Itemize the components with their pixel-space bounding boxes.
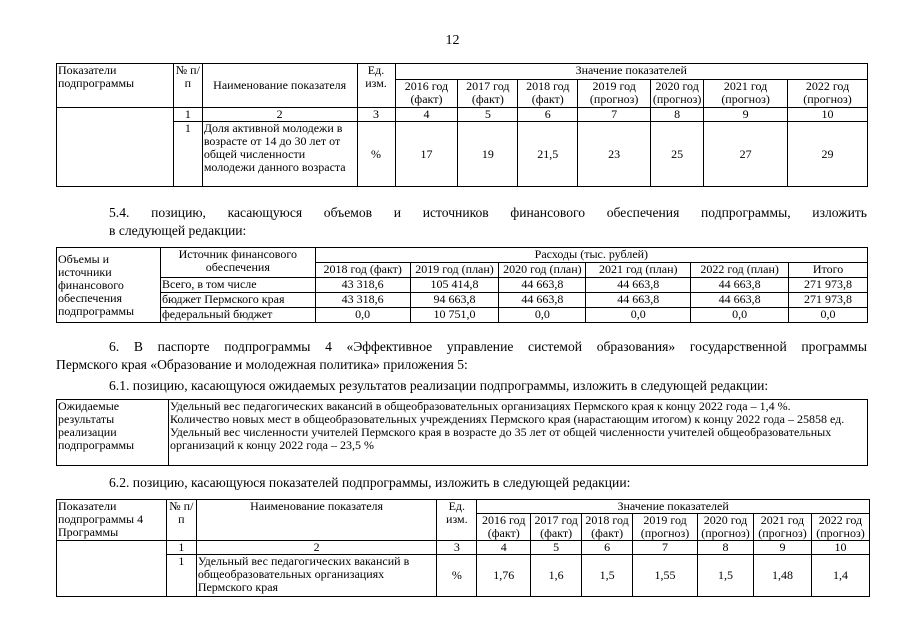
column-number: 6 bbox=[518, 108, 578, 122]
value-cell: 43 318,6 bbox=[315, 278, 410, 293]
source-name: Всего, в том числе bbox=[160, 278, 315, 293]
indicator-name: Удельный вес педагогических вакансий в общеобразовательных организациях Пермского края bbox=[196, 555, 437, 597]
table-row bbox=[57, 555, 870, 597]
year-header: 2021 год (прогноз) bbox=[704, 80, 788, 108]
value-cell: 0,0 bbox=[499, 308, 586, 323]
year-header: 2019 год (прогноз) bbox=[633, 514, 698, 541]
column-number: 8 bbox=[651, 108, 704, 122]
year-header: 2017 год (факт) bbox=[458, 80, 518, 108]
year-header: 2016 год (факт) bbox=[395, 80, 458, 108]
table-row bbox=[57, 122, 868, 187]
header-num: № п/п bbox=[173, 64, 202, 108]
value-cell: 19 bbox=[458, 122, 518, 187]
table-row bbox=[57, 278, 868, 293]
value-cell: 44 663,8 bbox=[499, 293, 586, 308]
column-number: 9 bbox=[753, 541, 811, 555]
value-cell: 43 318,6 bbox=[315, 293, 410, 308]
page-number: 12 bbox=[445, 33, 460, 48]
paragraph-5-4: 5.4. позицию, касающуюся объемов и источников финансового обеспечения подпрограммы, изложить bbox=[109, 205, 867, 220]
paragraph-6-1: 6.1. позицию, касающуюся ожидаемых результатов реализации подпрограммы, изложить в следующей редакции: bbox=[109, 378, 769, 393]
header-unit: Ед. изм. bbox=[357, 64, 395, 108]
column-number: 9 bbox=[704, 108, 788, 122]
value-cell: 27 bbox=[704, 122, 788, 187]
value-cell: 29 bbox=[788, 122, 868, 187]
column-number: 7 bbox=[633, 541, 698, 555]
column-number: 7 bbox=[578, 108, 651, 122]
expense-col-header: 2019 год (план) bbox=[410, 263, 499, 278]
year-header: 2018 год (факт) bbox=[518, 80, 578, 108]
value-cell: 10 751,0 bbox=[410, 308, 499, 323]
value-cell: 105 414,8 bbox=[410, 278, 499, 293]
value-cell: 271 973,8 bbox=[789, 293, 868, 308]
column-number: 8 bbox=[698, 541, 754, 555]
value-cell: 1,55 bbox=[633, 555, 698, 597]
paragraph-6-line2: Пермского края «Образование и молодежная политика» приложения 5: bbox=[56, 357, 468, 372]
value-cell: 1,5 bbox=[698, 555, 754, 597]
expense-col-header: 2018 год (факт) bbox=[315, 263, 410, 278]
result-line: Удельный вес педагогических вакансий в общеобразовательных организациях Пермского края к концу 2022 года – 1,4 %. bbox=[169, 399, 791, 413]
value-cell: 1,5 bbox=[582, 555, 633, 597]
expected-results-table bbox=[56, 399, 868, 466]
financing-table bbox=[56, 247, 868, 323]
subprogram-indicators-table bbox=[56, 63, 868, 187]
value-cell: 17 bbox=[395, 122, 458, 187]
header-financing: Объемы и источники финансового обеспечения подпрограммы bbox=[57, 248, 161, 323]
year-header: 2020 год (прогноз) bbox=[651, 80, 704, 108]
value-cell: 1,48 bbox=[753, 555, 811, 597]
column-number: 10 bbox=[788, 108, 868, 122]
header-subprogram: Показатели подпрограммы bbox=[57, 64, 174, 108]
unit-value: % bbox=[357, 122, 395, 187]
column-number: 10 bbox=[811, 541, 869, 555]
empty-cell bbox=[57, 555, 167, 597]
column-number: 5 bbox=[531, 541, 582, 555]
subprogram-4-indicators-table bbox=[56, 499, 870, 597]
value-cell: 44 663,8 bbox=[499, 278, 586, 293]
empty-cell bbox=[57, 122, 174, 187]
year-header: 2018 год (факт) bbox=[582, 514, 633, 541]
unit-value: % bbox=[437, 555, 477, 597]
source-name: бюджет Пермского края bbox=[160, 293, 315, 308]
value-cell: 44 663,8 bbox=[586, 293, 691, 308]
paragraph-6-line1: 6. В паспорте подпрограммы 4 «Эффективное управление системой образования» государственной программы bbox=[109, 339, 867, 354]
column-number: 5 bbox=[458, 108, 518, 122]
value-cell: 44 663,8 bbox=[586, 278, 691, 293]
value-cell: 0,0 bbox=[691, 308, 789, 323]
expense-col-header: 2021 год (план) bbox=[586, 263, 691, 278]
value-cell: 1,4 bbox=[811, 555, 869, 597]
value-cell: 21,5 bbox=[518, 122, 578, 187]
year-header: 2020 год (прогноз) bbox=[698, 514, 754, 541]
expected-results-list bbox=[168, 400, 867, 466]
value-cell: 25 bbox=[651, 122, 704, 187]
header-source: Источник финансового обеспечения bbox=[160, 248, 315, 278]
column-number: 1 bbox=[166, 541, 196, 555]
value-cell: 1,6 bbox=[531, 555, 582, 597]
value-cell: 44 663,8 bbox=[691, 293, 789, 308]
year-header: 2022 год (прогноз) bbox=[811, 514, 869, 541]
source-name: федеральный бюджет bbox=[160, 308, 315, 323]
column-number: 2 bbox=[196, 541, 437, 555]
row-num: 1 bbox=[173, 122, 202, 187]
header-values: Значение показателей bbox=[477, 500, 870, 514]
header-expected-results: Ожидаемые результаты реализации подпрограммы bbox=[57, 400, 169, 466]
empty-cell bbox=[57, 108, 174, 122]
year-header: 2021 год (прогноз) bbox=[753, 514, 811, 541]
paragraph-6-2: 6.2. позицию, касающуюся показателей подпрограммы, изложить в следующей редакции: bbox=[109, 475, 631, 490]
header-indicator-name: Наименование показателя bbox=[202, 64, 357, 108]
indicator-name: Доля активной молодежи в возрасте от 14 до 30 лет от общей численности молодежи данного возраста bbox=[202, 122, 357, 187]
row-num: 1 bbox=[166, 555, 196, 597]
expense-col-header: 2022 год (план) bbox=[691, 263, 789, 278]
column-number: 1 bbox=[173, 108, 202, 122]
expense-col-header: Итого bbox=[789, 263, 868, 278]
header-indicator-name: Наименование показателя bbox=[196, 500, 437, 541]
column-number: 3 bbox=[357, 108, 395, 122]
header-num: № п/п bbox=[166, 500, 196, 541]
value-cell: 1,76 bbox=[477, 555, 531, 597]
column-number: 3 bbox=[437, 541, 477, 555]
header-unit: Ед. изм. bbox=[437, 500, 477, 541]
result-line: Удельный вес численности учителей Пермского края в возрасте до 35 лет от общей численности учителей общеобразовательных организаций к концу 2022 года – 23,5 % bbox=[169, 425, 832, 452]
expense-col-header: 2020 год (план) bbox=[499, 263, 586, 278]
year-header: 2017 год (факт) bbox=[531, 514, 582, 541]
column-number: 4 bbox=[477, 541, 531, 555]
value-cell: 0,0 bbox=[315, 308, 410, 323]
header-values: Значение показателей bbox=[395, 64, 868, 80]
table-row bbox=[57, 308, 868, 323]
value-cell: 0,0 bbox=[586, 308, 691, 323]
empty-cell bbox=[57, 541, 167, 555]
year-header: 2022 год (прогноз) bbox=[788, 80, 868, 108]
header-subprogram: Показатели подпрограммы 4 Программы bbox=[57, 500, 167, 541]
year-header: 2016 год (факт) bbox=[477, 514, 531, 541]
table-row bbox=[57, 293, 868, 308]
result-line: Количество новых мест в общеобразовательных учреждениях Пермского края (нарастающим итогом) к концу 2022 года – 25858 ед. bbox=[169, 412, 845, 426]
value-cell: 0,0 bbox=[789, 308, 868, 323]
paragraph-5-4-cont: в следующей редакции: bbox=[109, 223, 247, 238]
value-cell: 271 973,8 bbox=[789, 278, 868, 293]
header-expenses: Расходы (тыс. рублей) bbox=[315, 248, 867, 263]
value-cell: 23 bbox=[578, 122, 651, 187]
value-cell: 94 663,8 bbox=[410, 293, 499, 308]
column-number: 6 bbox=[582, 541, 633, 555]
year-header: 2019 год (прогноз) bbox=[578, 80, 651, 108]
column-number: 4 bbox=[395, 108, 458, 122]
value-cell: 44 663,8 bbox=[691, 278, 789, 293]
column-number: 2 bbox=[202, 108, 357, 122]
